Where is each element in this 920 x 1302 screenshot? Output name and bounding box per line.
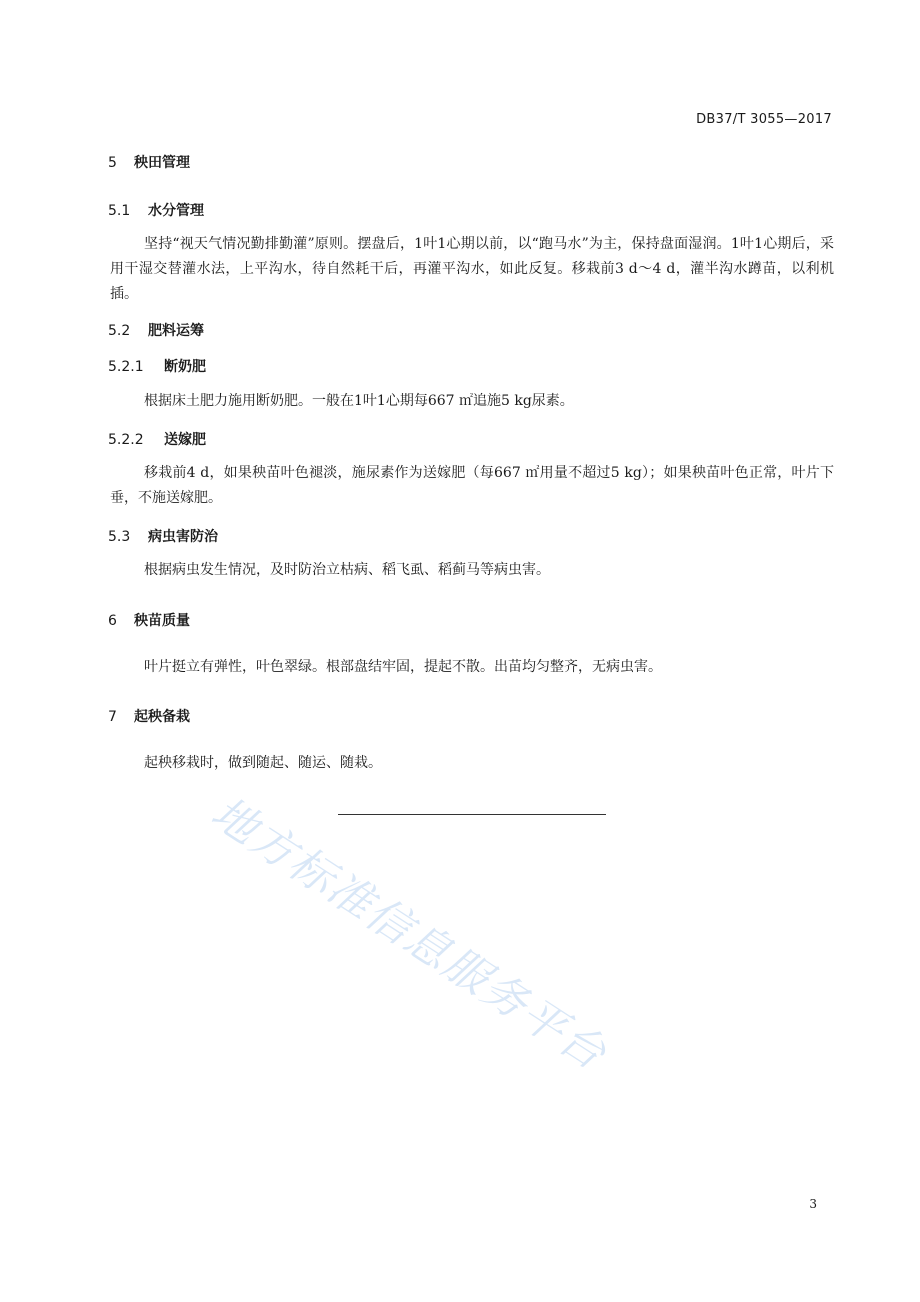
- section-6-body: 叶片挺立有弹性，叶色翠绿。根部盘结牢固，提起不散。出苗均匀整齐，无病虫害。: [144, 659, 662, 675]
- section-number: 5.2.2: [108, 432, 144, 448]
- section-title: 水分管理: [148, 203, 204, 219]
- section-number: 5.2.1: [108, 359, 144, 375]
- section-7-heading: [108, 706, 190, 726]
- section-5-2-2-heading: [108, 429, 206, 449]
- section-title: 断奶肥: [164, 359, 206, 375]
- section-number: 5: [108, 155, 117, 171]
- section-number: 5.3: [108, 529, 131, 545]
- section-5-3-heading: [108, 526, 218, 546]
- section-number: 6: [108, 613, 117, 629]
- watermark: 地方标准信息服务平台: [202, 787, 616, 1081]
- section-6-heading: [108, 610, 190, 630]
- section-5-2-2-body: 移栽前4 d，如果秧苗叶色褪淡，施尿素作为送嫁肥（每667 ㎡用量不超过5 kg）；如果秧苗叶色正常，叶片下垂，不施送嫁肥。: [110, 465, 834, 506]
- end-divider: [338, 814, 606, 815]
- section-number: 5.2: [108, 323, 131, 339]
- section-5-2-1-heading: [108, 356, 206, 376]
- section-5-2-1-body: 根据床土肥力施用断奶肥。一般在1叶1心期每667 ㎡追施5 kg尿素。: [144, 393, 574, 409]
- section-7-body: 起秧移栽时，做到随起、随运、随栽。: [144, 755, 382, 771]
- section-title: 秧苗质量: [134, 613, 190, 629]
- section-5-heading: [108, 152, 190, 172]
- section-5-1-heading: [108, 200, 204, 220]
- section-title: 起秧备栽: [134, 709, 190, 725]
- section-number: 7: [108, 709, 117, 725]
- standard-code: DB37/T 3055—2017: [696, 112, 832, 127]
- section-number: 5.1: [108, 203, 131, 219]
- section-5-1-body: 坚持“视天气情况勤排勤灌”原则。摆盘后，1叶1心期以前，以“跑马水”为主，保持盘面湿润。1叶1心期后，采用干湿交替灌水法，上平沟水，待自然耗干后，再灌平沟水，如此反复。移栽前3 d～4 d，灌半沟水蹲苗，以利机插。: [110, 236, 834, 302]
- section-5-3-body: 根据病虫发生情况，及时防治立枯病、稻飞虱、稻蓟马等病虫害。: [144, 562, 550, 578]
- page-number: 3: [809, 1197, 817, 1211]
- section-title: 送嫁肥: [164, 432, 206, 448]
- section-title: 病虫害防治: [148, 529, 218, 545]
- section-5-2-heading: [108, 320, 204, 340]
- section-title: 肥料运筹: [148, 323, 204, 339]
- section-title: 秧田管理: [134, 155, 190, 171]
